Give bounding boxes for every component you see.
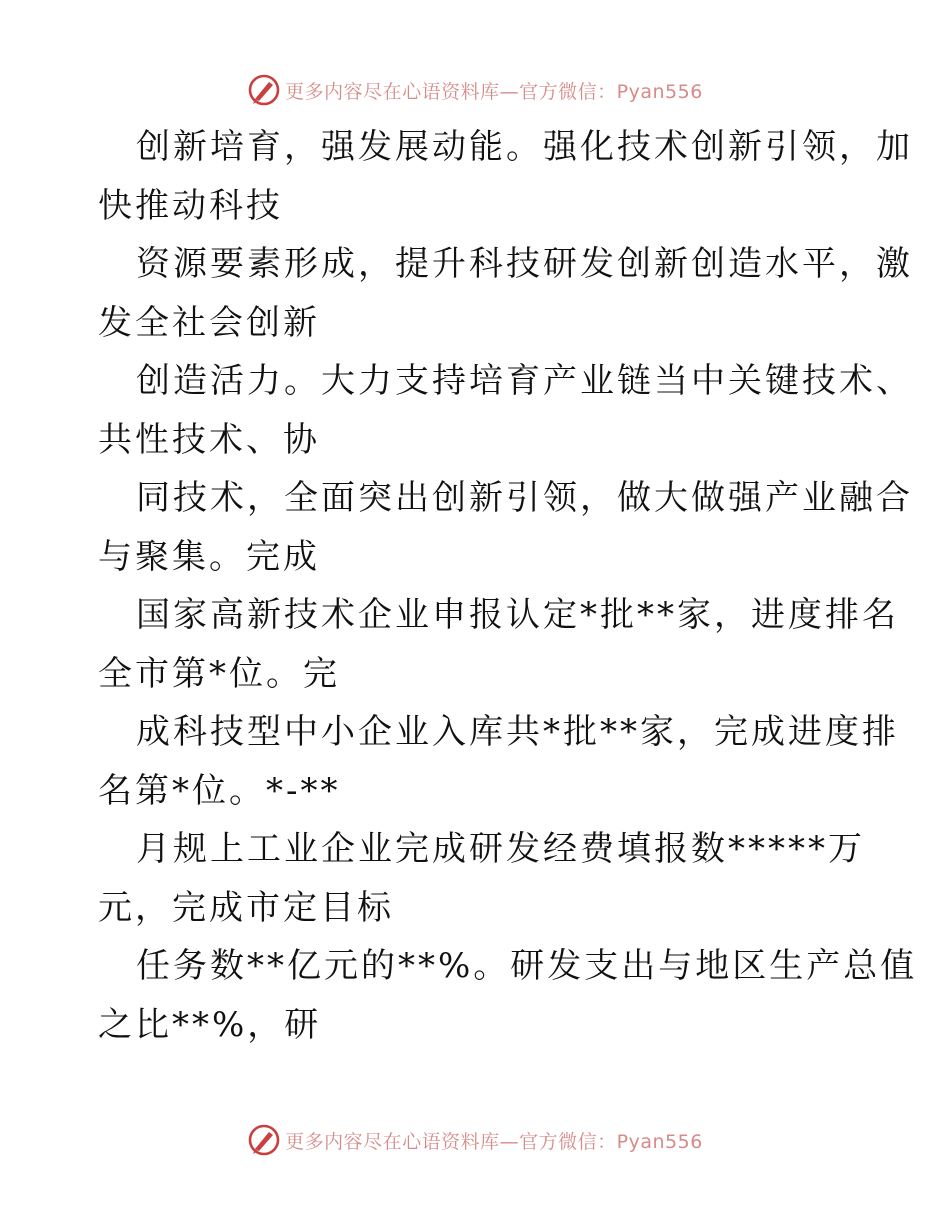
paragraph-line: 与聚集。完成 [98,536,320,577]
paragraph-line: 共性技术、协 [98,419,320,460]
paragraph [98,469,913,586]
paragraph-line: 发全社会创新 [98,302,320,343]
paragraph-line: 国家高新技术企业申报认定*批**家，进度排名 [136,595,899,635]
paragraph [98,937,918,1054]
paragraph [98,586,899,703]
header-banner-text: 更多内容尽在心语资料库—官方微信：Pyan556 [285,80,703,103]
footer-banner [0,1120,950,1160]
paragraph-line: 快推动科技 [98,185,283,226]
document-body [98,118,918,1054]
footer-banner-text: 更多内容尽在心语资料库—官方微信：Pyan556 [285,1130,703,1153]
paragraph-line: 成科技型中小企业入库共*批**家，完成进度排 [136,712,899,752]
paragraph-line: 月规上工业企业完成研发经费填报数*****万 [136,829,865,869]
paragraph [98,352,913,469]
paragraph-line: 之比**%，研 [98,1004,322,1045]
paragraph [98,820,865,937]
paragraph-line: 全市第*位。完 [98,653,340,694]
paragraph-line: 名第*位。*-** [98,770,341,811]
paragraph-line: 任务数**亿元的**%。研发支出与地区生产总值 [136,946,918,986]
pen-circle-icon [247,73,281,107]
header-banner [0,70,950,110]
paragraph-line: 创造活力。大力支持培育产业链当中关键技术、 [136,361,913,401]
paragraph-line: 同技术，全面突出创新引领，做大做强产业融合 [136,478,913,518]
paragraph-line: 创新培育，强发展动能。强化技术创新引领，加 [136,127,913,167]
paragraph [98,118,913,235]
paragraph-line: 资源要素形成，提升科技研发创新创造水平，激 [136,244,913,284]
pen-circle-icon [247,1123,281,1157]
paragraph-line: 元，完成市定目标 [98,887,394,928]
paragraph [98,235,913,352]
paragraph [98,703,899,820]
